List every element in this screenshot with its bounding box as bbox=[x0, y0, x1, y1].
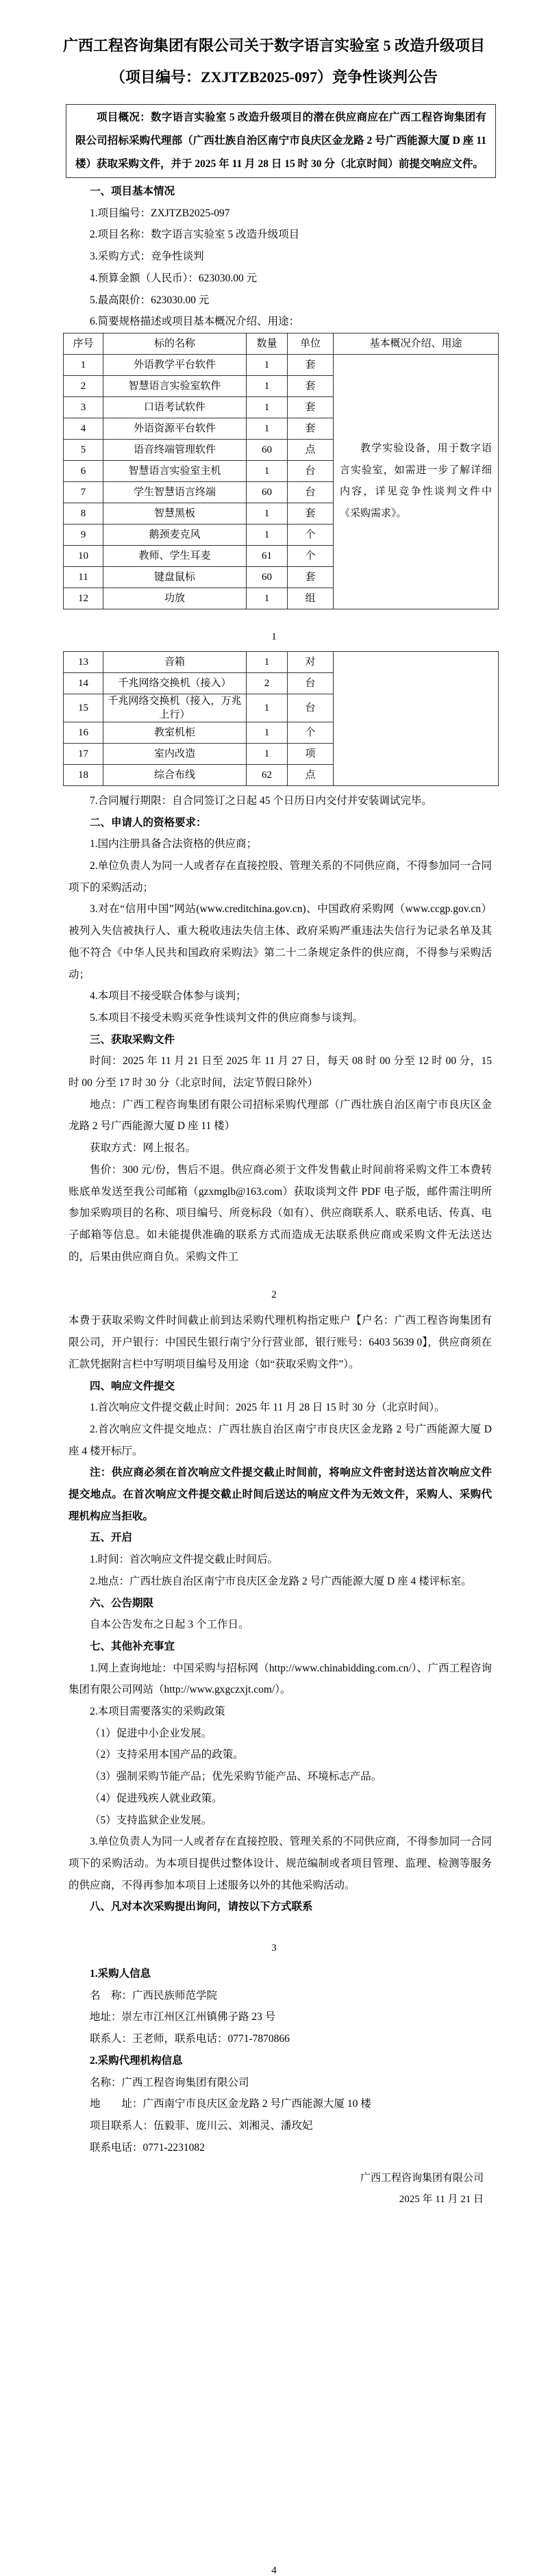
items-table-part-2 bbox=[63, 651, 499, 786]
table-cell: 3 bbox=[64, 396, 103, 418]
paragraph: 名称：广西工程咨询集团有限公司 bbox=[90, 2076, 249, 2088]
section-basic-info bbox=[68, 181, 492, 333]
paragraph: 八、凡对本次采购提出询问，请按以下方式联系 bbox=[90, 1901, 313, 1913]
paragraph: 地点：广西工程咨询集团有限公司招标采购代理部（广西壮族自治区南宁市良庆区金龙路 2 号广西能源大厦 D 座 11 楼） bbox=[68, 1098, 492, 1133]
paragraph: 项目联系人：伍毅菲、庞川云、刘湘灵、潘玫妃 bbox=[90, 2120, 313, 2132]
table-cell: 功放 bbox=[103, 588, 247, 609]
paragraph: 售价：300 元/份，售后不退。供应商必须于文件发售截止时间前将采购文件工本费转账底单发送至我公司邮箱（gzxmglb@163.com）获取谈判文件 PDF 电子版，邮件需注明所参加采购项目的名称、项目编号、所竞标段（如有）、供应商联系人、联系电话、传真、电子邮箱等信息。如未能提供准确的联系方式而造成无法联系供应商或采购文件无法送达的，后果由供应商自负。采购文件工 bbox=[68, 1163, 492, 1263]
table-cell: 11 bbox=[64, 566, 103, 588]
table-cell: 13 bbox=[64, 651, 103, 672]
paragraph: 3.采购方式：竞争性谈判 bbox=[90, 251, 204, 263]
paragraph: 2.地点：广西壮族自治区南宁市良庆区金龙路 2 号广西能源大厦 D 座 4 楼评标室。 bbox=[90, 1575, 472, 1587]
table-cell: 套 bbox=[288, 418, 334, 439]
paragraph: 地址：崇左市江州区江州镇佛子路 23 号 bbox=[90, 2011, 276, 2023]
table-cell: 外语教学平台软件 bbox=[103, 354, 247, 375]
table-cell: 台 bbox=[288, 460, 334, 481]
table-cell: 套 bbox=[288, 375, 334, 396]
paragraph: 1.网上查询地址：中国采购与招标网（http://www.chinabidding.com.cn/）、广西工程咨询集团有限公司网站（http://www.gxgczxjt.com/）。 bbox=[68, 1662, 492, 1696]
table-header-row bbox=[64, 333, 499, 354]
table-cell: 千兆网络交换机（接入，万兆上行） bbox=[103, 694, 247, 722]
table-cell: 9 bbox=[64, 524, 103, 545]
paragraph: 七、其他补充事宜 bbox=[90, 1640, 175, 1652]
paragraph: 三、获取采购文件 bbox=[90, 1033, 175, 1046]
table-cell: 学生智慧语言终端 bbox=[103, 481, 247, 503]
paragraph: （3）强制采购节能产品；优先采购节能产品、环境标志产品。 bbox=[90, 1771, 382, 1783]
paragraph: 3.对在“信用中国”网站(www.creditchina.gov.cn)、中国政府采购网（www.ccgp.gov.cn）被列入失信被执行人、重大税收违法失信主体、政府采购严重违法失信行为记录名单及其他不符合《中华人民共和国政府采购法》第二十二条规定条件的供应商，不得参与采购活动； bbox=[68, 903, 492, 981]
table-cell: 外语资源平台软件 bbox=[103, 418, 247, 439]
table-cell: 室内改造 bbox=[103, 743, 247, 764]
page-number-3: 3 bbox=[271, 1943, 277, 1954]
paragraph: 2.采购代理机构信息 bbox=[90, 2054, 183, 2067]
table-cell: 10 bbox=[64, 545, 103, 566]
page-number-2: 2 bbox=[271, 1289, 277, 1301]
paragraph: 2.本项目需要落实的采购政策 bbox=[90, 1706, 225, 1718]
column-header: 基本概况介绍、用途 bbox=[334, 333, 499, 354]
paragraph: （1）促进中小企业发展。 bbox=[90, 1727, 212, 1739]
table-cell: 套 bbox=[288, 503, 334, 524]
project-overview-box bbox=[66, 104, 496, 178]
signature-company: 广西工程咨询集团有限公司 bbox=[360, 2173, 484, 2184]
paragraph: （4）促进残疾人就业政策。 bbox=[90, 1792, 223, 1804]
table-cell: 智慧黑板 bbox=[103, 503, 247, 524]
table-row bbox=[64, 354, 499, 375]
items-table-part-1 bbox=[63, 333, 499, 609]
table-cell: 口语考试软件 bbox=[103, 396, 247, 418]
paragraph: 注：供应商必须在首次响应文件提交截止时间前，将响应文件密封送达首次响应文件提交地点。在首次响应文件提交截止时间后送达的响应文件为无效文件，采购人、采购代理机构应当拒收。 bbox=[68, 1467, 492, 1522]
table-cell: 1 bbox=[247, 354, 288, 375]
table-cell: 套 bbox=[288, 396, 334, 418]
paragraph: 四、响应文件提交 bbox=[90, 1380, 175, 1392]
paragraph: 1.采购人信息 bbox=[90, 1968, 151, 1980]
table-cell: 智慧语言实验室软件 bbox=[103, 375, 247, 396]
table-cell: 1 bbox=[247, 743, 288, 764]
table-cell: 教室机柜 bbox=[103, 722, 247, 743]
table-row bbox=[64, 651, 499, 672]
table-cell: 1 bbox=[64, 354, 103, 375]
table-cell: 5 bbox=[64, 439, 103, 460]
table-cell: 音箱 bbox=[103, 651, 247, 672]
table-cell: 套 bbox=[288, 354, 334, 375]
table-cell: 台 bbox=[288, 481, 334, 503]
signature-block bbox=[0, 2168, 484, 2210]
paragraph: 2.单位负责人为同一人或者存在直接控股、管理关系的不同供应商，不得参加同一合同项下的采购活动； bbox=[68, 860, 492, 894]
paragraph: 7.合同履行期限：自合同签订之日起 45 个日历日内交付并安装调试完毕。 bbox=[90, 794, 432, 807]
table-cell: 鹅颈麦克风 bbox=[103, 524, 247, 545]
table-cell: 点 bbox=[288, 439, 334, 460]
paragraph: 二、申请人的资格要求： bbox=[90, 816, 207, 829]
project-overview-text: 项目概况：数字语言实验室 5 改造升级项目的潜在供应商应在广西工程咨询集团有限公司招标采购代理部（广西壮族自治区南宁市良庆区金龙路 2 号广西能源大厦 D 座 11 楼）获取采购文件，并于 2025 年 11 月 28 日 15 时 30 分（北京时间）前提交响应文件。 bbox=[75, 112, 486, 170]
paragraph: 名 称：广西民族师范学院 bbox=[90, 1989, 218, 2002]
table-cell: 语音终端管理软件 bbox=[103, 439, 247, 460]
paragraph: 联系电话：0771-2231082 bbox=[90, 2141, 205, 2154]
table-cell: 项 bbox=[288, 743, 334, 764]
table-cell: 62 bbox=[247, 764, 288, 785]
table-cell: 个 bbox=[288, 524, 334, 545]
table-cell: 1 bbox=[247, 375, 288, 396]
table-cell: 个 bbox=[288, 545, 334, 566]
paragraph: 5.本项目不接受未购买竞争性谈判文件的供应商参与谈判。 bbox=[90, 1011, 364, 1024]
paragraph: 五、开启 bbox=[90, 1532, 133, 1544]
table-cell: 7 bbox=[64, 481, 103, 503]
table-cell: 61 bbox=[247, 545, 288, 566]
paragraph: 3.单位负责人为同一人或者存在直接控股、管理关系的不同供应商，不得参加同一合同项下的采购活动。为本项目提供过整体设计、规范编制或者项目管理、监理、检测等服务的供应商，不得再参加本项目上述服务以外的其他采购活动。 bbox=[68, 1836, 492, 1891]
column-header: 单位 bbox=[288, 333, 334, 354]
paragraph: 1.首次响应文件提交截止时间：2025 年 11 月 28 日 15 时 30 分（北京时间）。 bbox=[90, 1402, 445, 1414]
table-cell: 对 bbox=[288, 651, 334, 672]
table-cell: 键盘鼠标 bbox=[103, 566, 247, 588]
paragraph: 2.首次响应文件提交地点：广西壮族自治区南宁市良庆区金龙路 2 号广西能源大厦 D 座 4 楼开标厅。 bbox=[68, 1423, 492, 1457]
table-cell: 智慧语言实验室主机 bbox=[103, 460, 247, 481]
title-line-1: 广西工程咨询集团有限公司关于数字语言实验室 5 改造升级项目 bbox=[62, 37, 485, 54]
section-qualification-and-documents bbox=[68, 790, 492, 1267]
paragraph: 6.简要规格描述或项目基本概况介绍、用途： bbox=[90, 316, 300, 328]
table-cell: 台 bbox=[288, 672, 334, 694]
table-cell: 教师、学生耳麦 bbox=[103, 545, 247, 566]
signature-date: 2025 年 11 月 21 日 bbox=[399, 2194, 484, 2206]
paragraph: （2）支持采用本国产品的政策。 bbox=[90, 1749, 244, 1761]
paragraph: 本费于获取采购文件时间截止前到达采购代理机构指定账户【户名：广西工程咨询集团有限公司，开户银行：中国民生银行南宁分行营业部，银行账号：6403 5639 0】，供应商须在汇款凭据附言栏中写明项目编号及用途（如“获取采购文件”）。 bbox=[68, 1315, 492, 1370]
table-cell: 60 bbox=[247, 566, 288, 588]
table-cell: 千兆网络交换机（接入） bbox=[103, 672, 247, 694]
table-cell: 综合布线 bbox=[103, 764, 247, 785]
page-number-4: 4 bbox=[271, 2565, 277, 2576]
table-cell: 4 bbox=[64, 418, 103, 439]
table-cell: 18 bbox=[64, 764, 103, 785]
paragraph: 联系人：王老师，联系电话：0771-7870866 bbox=[90, 2033, 290, 2045]
table-cell: 15 bbox=[64, 694, 103, 722]
table-cell: 1 bbox=[247, 460, 288, 481]
items-description-text: 教学实验设备，用于数字语言实验室，如需进一步了解详细内容，详见竞争性谈判文件中《采购需求》。 bbox=[340, 443, 492, 519]
table-cell: 1 bbox=[247, 651, 288, 672]
table-cell: 1 bbox=[247, 524, 288, 545]
table-cell: 台 bbox=[288, 694, 334, 722]
title-line-2: （项目编号：ZXJTZB2025-097）竞争性谈判公告 bbox=[110, 68, 438, 86]
paragraph: 获取方式：网上报名。 bbox=[90, 1142, 197, 1154]
table-cell: 组 bbox=[288, 588, 334, 609]
page-number-1: 1 bbox=[271, 631, 277, 642]
section-contacts bbox=[68, 1963, 492, 2158]
column-header: 标的名称 bbox=[103, 333, 247, 354]
column-header: 序号 bbox=[64, 333, 103, 354]
paragraph: 2.项目名称：数字语言实验室 5 改造升级项目 bbox=[90, 229, 300, 241]
description-cell bbox=[334, 651, 499, 785]
paragraph: 4.预算金额（人民币）：623030.00 元 bbox=[90, 272, 258, 284]
paragraph: 一、项目基本情况 bbox=[90, 186, 175, 197]
table-cell: 1 bbox=[247, 503, 288, 524]
table-cell: 套 bbox=[288, 566, 334, 588]
paragraph: 1.项目编号：ZXJTZB2025-097 bbox=[90, 207, 230, 219]
paragraph: 1.国内注册具备合法资格的供应商； bbox=[90, 838, 258, 850]
paragraph: 六、公告期限 bbox=[90, 1597, 154, 1609]
table-cell: 1 bbox=[247, 722, 288, 743]
table-cell: 12 bbox=[64, 588, 103, 609]
column-header: 数量 bbox=[247, 333, 288, 354]
table-cell: 6 bbox=[64, 460, 103, 481]
table-cell: 60 bbox=[247, 439, 288, 460]
paragraph: 自本公告发布之日起 3 个工作日。 bbox=[90, 1619, 249, 1631]
table-cell: 1 bbox=[247, 588, 288, 609]
table-cell: 个 bbox=[288, 722, 334, 743]
document-title bbox=[27, 30, 521, 93]
table-cell: 16 bbox=[64, 722, 103, 743]
paragraph: 5.最高限价：623030.00 元 bbox=[90, 294, 210, 306]
paragraph: 1.时间：首次响应文件提交截止时间后。 bbox=[90, 1554, 279, 1566]
table-cell: 点 bbox=[288, 764, 334, 785]
table-cell: 17 bbox=[64, 743, 103, 764]
table-cell: 1 bbox=[247, 694, 288, 722]
description-cell bbox=[334, 354, 499, 609]
table-cell: 1 bbox=[247, 396, 288, 418]
table-cell: 14 bbox=[64, 672, 103, 694]
paragraph: （5）支持监狱企业发展。 bbox=[90, 1814, 212, 1826]
table-cell: 2 bbox=[64, 375, 103, 396]
section-submission-and-other bbox=[68, 1310, 492, 1918]
table-cell: 60 bbox=[247, 481, 288, 503]
table-cell: 8 bbox=[64, 503, 103, 524]
paragraph: 地 址：广西南宁市良庆区金龙路 2 号广西能源大厦 10 楼 bbox=[90, 2098, 371, 2110]
table-cell: 1 bbox=[247, 418, 288, 439]
paragraph: 4.本项目不接受联合体参与谈判； bbox=[90, 990, 247, 1002]
table-cell: 2 bbox=[247, 672, 288, 694]
paragraph: 时间：2025 年 11 月 21 日至 2025 年 11 月 27 日，每天 08 时 00 分至 12 时 00 分，15 时 00 分至 17 时 30 分（北京时间，法定节假日除外） bbox=[68, 1055, 492, 1089]
